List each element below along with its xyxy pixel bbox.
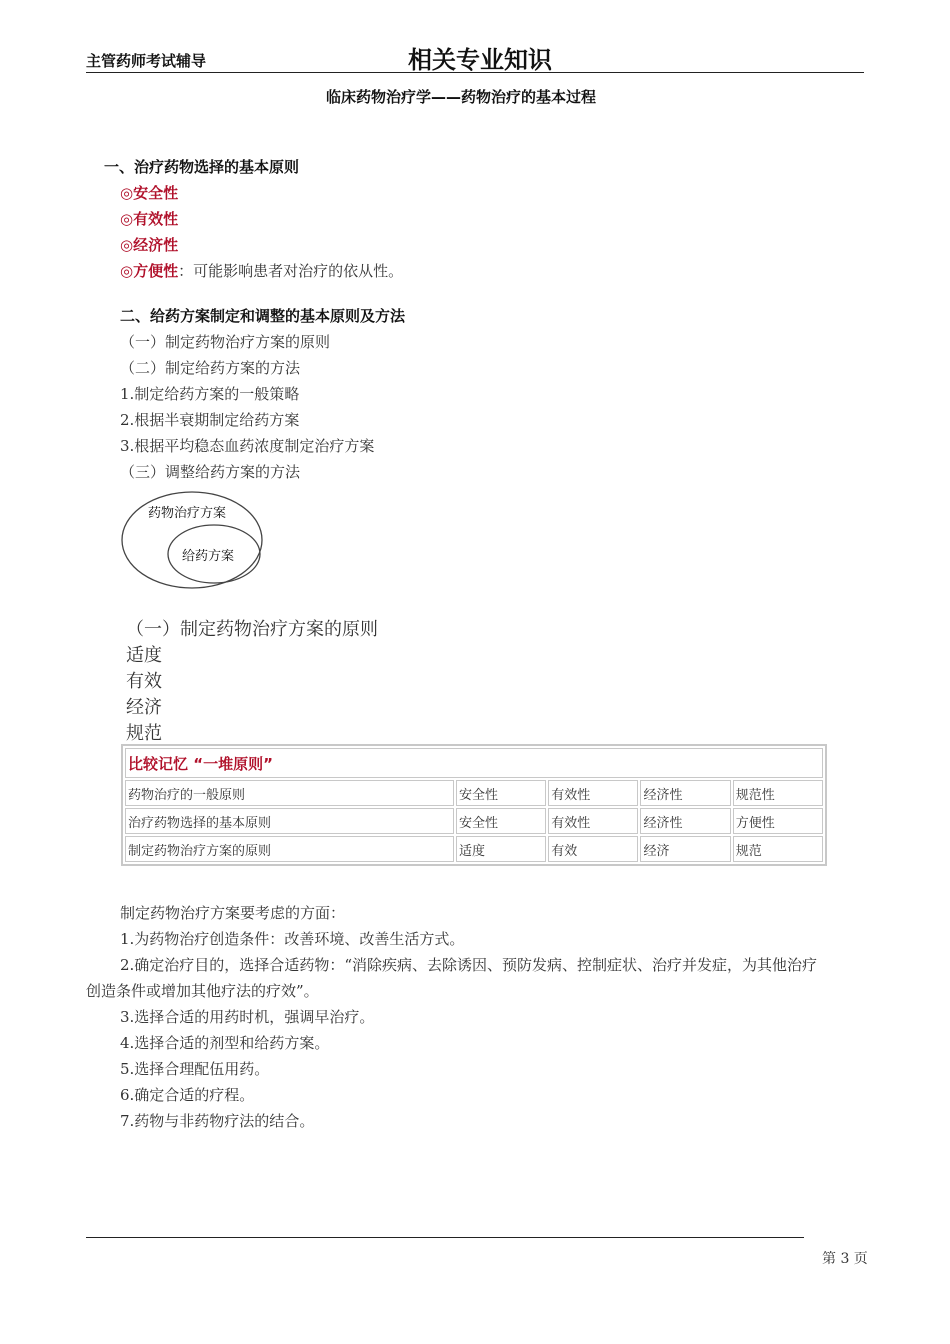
table-cell: 治疗药物选择的基本原则 [125,808,454,834]
section2-heading: 二、给药方案制定和调整的基本原则及方法 [120,307,406,325]
section2-line: 3.根据平均稳态血药浓度制定治疗方案 [120,437,375,455]
table-cell: 制定药物治疗方案的原则 [125,836,454,862]
principle-economy: ◎经济性 [120,236,179,254]
principles-heading: （一）制定药物治疗方案的原则 [126,619,378,640]
section2-line: （二）制定给药方案的方法 [120,359,301,377]
section2-line: 2.根据半衰期制定给药方案 [120,411,300,429]
table-title-row [125,748,823,778]
section2-line: （一）制定药物治疗方案的原则 [120,333,331,351]
table-cell: 有效 [548,836,638,862]
header-divider [86,72,864,73]
table-cell: 经济 [640,836,730,862]
consideration-item: 5.选择合理配伍用药。 [120,1060,270,1078]
consideration-item: 3.选择合适的用药时机，强调早治疗。 [120,1008,375,1026]
principle-item: 规范 [126,723,162,744]
outer-label: 药物治疗方案 [148,506,227,521]
principle-safety: ◎安全性 [120,184,179,202]
table-title: 比较记忆 “一堆原则” [125,748,823,778]
principle-item: 有效 [126,671,162,692]
inner-label: 给药方案 [182,549,235,564]
table-cell: 经济性 [640,808,730,834]
table-cell: 有效性 [548,808,638,834]
table-cell: 适度 [456,836,546,862]
consideration-item: 1.为药物治疗创造条件：改善环境、改善生活方式。 [120,930,465,948]
table-cell: 规范性 [733,780,823,806]
table-row [125,780,823,806]
principle-item: 经济 [126,697,162,718]
table-cell: 方便性 [733,808,823,834]
principle-item: 适度 [126,645,162,666]
footer-divider [86,1237,804,1238]
section2-line: （三）调整给药方案的方法 [120,463,301,481]
consideration-item: 6.确定合适的疗程。 [120,1086,255,1104]
comparison-table [121,744,827,866]
table-row [125,808,823,834]
table-cell: 经济性 [640,780,730,806]
section2-line: 1.制定给药方案的一般策略 [120,385,300,403]
page-number: 第 3 页 [822,1251,868,1267]
header-left-label: 主管药师考试辅导 [86,52,207,70]
table-cell: 药物治疗的一般原则 [125,780,454,806]
consideration-item-cont: 创造条件或增加其他疗法的疗效”。 [86,982,319,1000]
table-row [125,836,823,862]
header-title: 相关专业知识 [408,46,552,74]
consideration-item: 4.选择合适的剂型和给药方案。 [120,1034,330,1052]
principle-convenience-line [120,260,403,281]
considerations-heading: 制定药物治疗方案要考虑的方面： [120,904,346,922]
principle-efficacy: ◎有效性 [120,210,179,228]
page-subtitle: 临床药物治疗学——药物治疗的基本过程 [326,88,597,106]
principle-convenience: ◎方便性 [120,262,179,280]
consideration-item: 2.确定治疗目的，选择合适药物：“消除疾病、去除诱因、预防发病、控制症状、治疗并发症，为其他治疗 [120,956,817,974]
nested-plan-diagram [120,490,265,590]
section1-heading: 一、治疗药物选择的基本原则 [104,158,300,176]
table-cell: 规范 [733,836,823,862]
table-cell: 有效性 [548,780,638,806]
table-cell: 安全性 [456,780,546,806]
principle-convenience-note: ：可能影响患者对治疗的依从性。 [178,262,404,280]
consideration-item: 7.药物与非药物疗法的结合。 [120,1112,315,1130]
table-cell: 安全性 [456,808,546,834]
